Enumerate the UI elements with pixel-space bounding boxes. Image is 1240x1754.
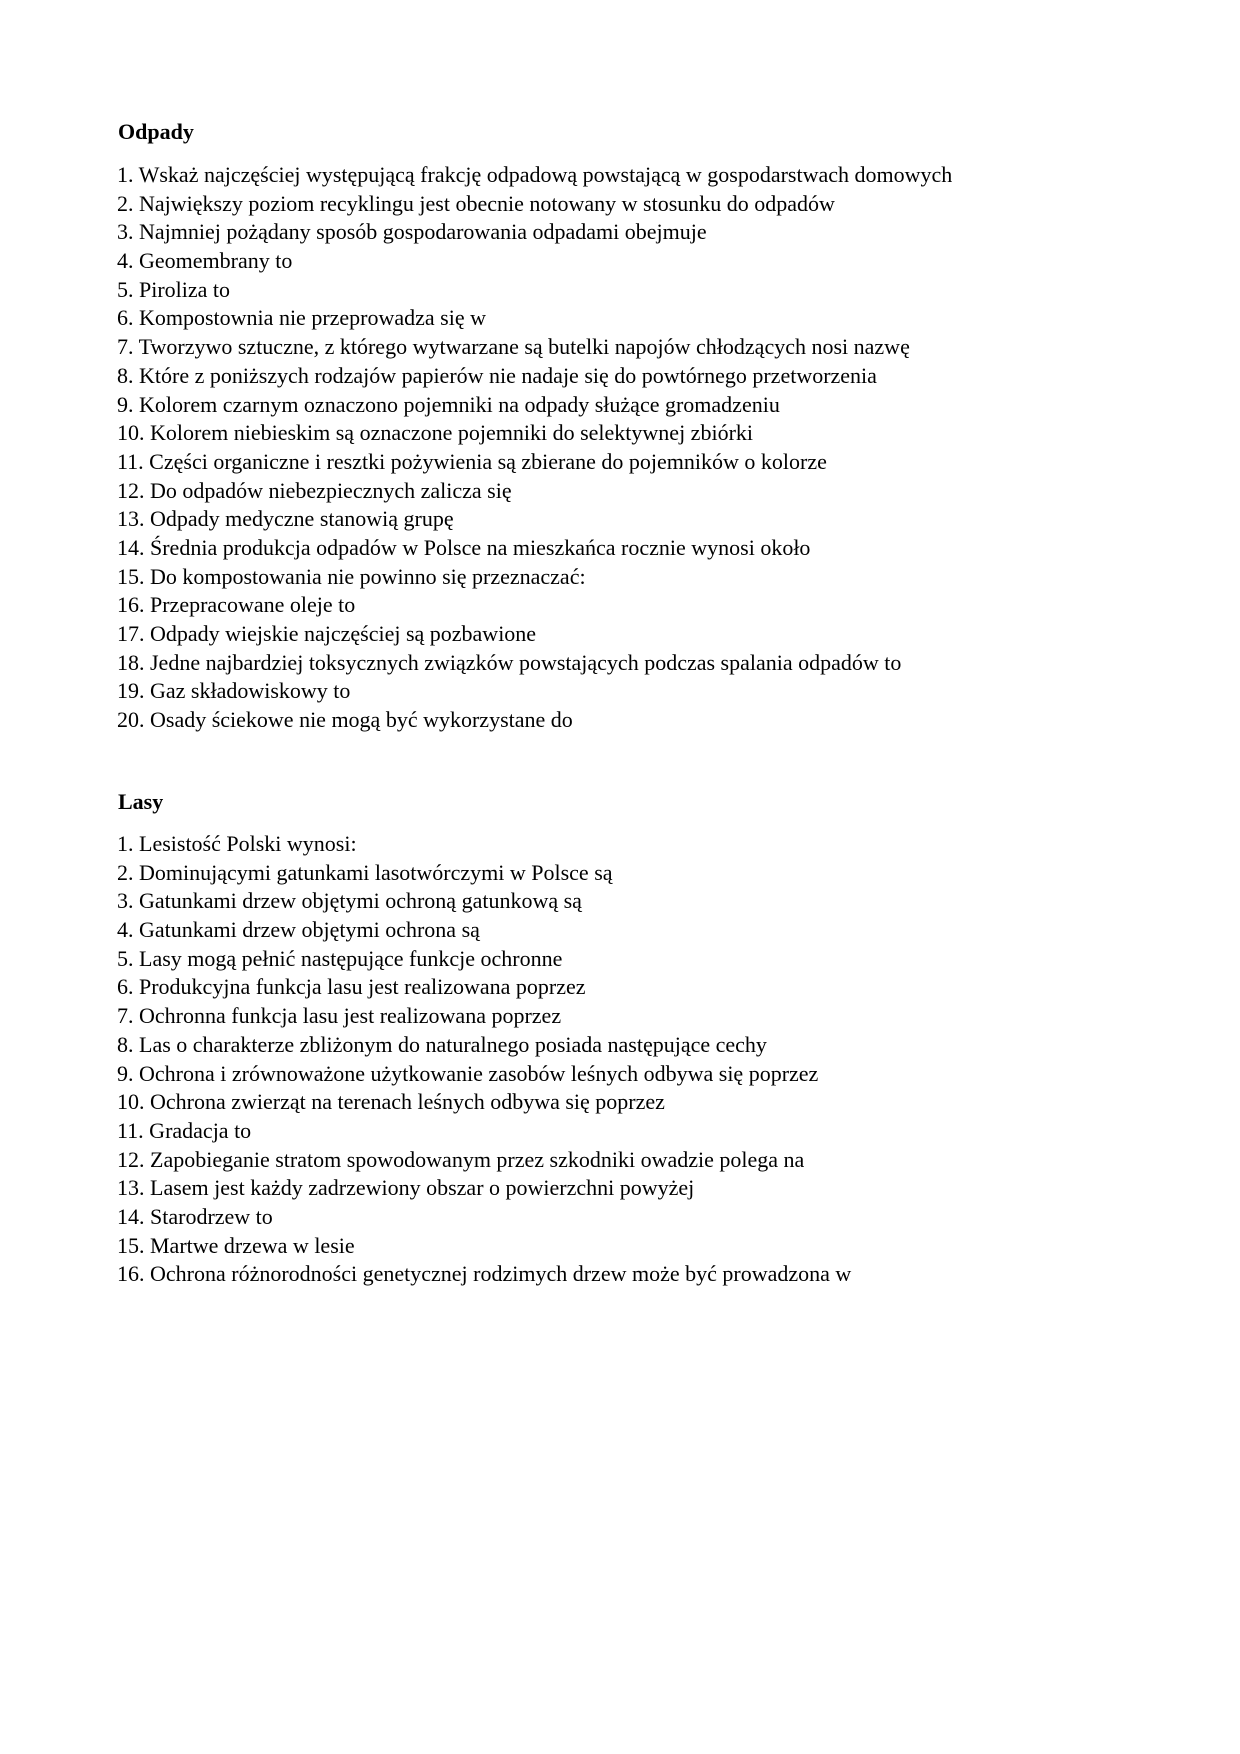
question-item: 5. Piroliza to (117, 276, 231, 302)
question-item: 18. Jedne najbardziej toksycznych związków powstających podczas spalania odpadów to (117, 649, 902, 675)
question-item: 19. Gaz składowiskowy to (117, 678, 351, 704)
question-item: 15. Do kompostowania nie powinno się przeznaczać: (117, 563, 586, 589)
question-item: 14. Starodrzew to (117, 1203, 273, 1229)
question-list-lasy (117, 830, 851, 1289)
question-item: 9. Ochrona i zrównoważone użytkowanie zasobów leśnych odbywa się poprzez (117, 1060, 819, 1086)
question-item: 17. Odpady wiejskie najczęściej są pozbawione (117, 621, 537, 646)
question-item: 1. Lesistość Polski wynosi: (117, 831, 357, 856)
question-item: 11. Gradacja to (117, 1117, 252, 1143)
question-item: 16. Przepracowane oleje to (117, 592, 356, 618)
question-item: 15. Martwe drzewa w lesie (117, 1232, 355, 1258)
question-item: 3. Gatunkami drzew objętymi ochroną gatunkową są (117, 888, 582, 914)
question-item: 9. Kolorem czarnym oznaczono pojemniki na odpady służące gromadzeniu (117, 391, 780, 417)
question-item: 7. Tworzywo sztuczne, z którego wytwarzane są butelki napojów chłodzących nosi nazwę (117, 334, 910, 360)
question-item: 11. Części organiczne i resztki pożywienia są zbierane do pojemników o kolorze (117, 448, 827, 474)
question-item: 13. Odpady medyczne stanowią grupę (117, 506, 454, 532)
question-item: 6. Produkcyjna funkcja lasu jest realizowana poprzez (117, 974, 586, 1000)
question-item: 13. Lasem jest każdy zadrzewiony obszar o powierzchni powyżej (117, 1175, 695, 1201)
question-item: 1. Wskaż najczęściej występującą frakcję odpadową powstającą w gospodarstwach domowych (117, 162, 953, 187)
section-title-lasy: Lasy (118, 789, 164, 814)
section-title-odpady: Odpady (118, 119, 194, 144)
question-item: 6. Kompostownia nie przeprowadza się w (117, 305, 487, 331)
question-item: 5. Lasy mogą pełnić następujące funkcje ochronne (117, 945, 563, 971)
question-item: 10. Kolorem niebieskim są oznaczone pojemniki do selektywnej zbiórki (117, 420, 754, 446)
question-item: 4. Gatunkami drzew objętymi ochrona są (117, 917, 480, 943)
question-item: 4. Geomembrany to (117, 248, 293, 274)
question-item: 8. Które z poniższych rodzajów papierów nie nadaje się do powtórnego przetworzenia (117, 362, 877, 388)
question-item: 10. Ochrona zwierząt na terenach leśnych odbywa się poprzez (117, 1089, 665, 1115)
question-item: 20. Osady ściekowe nie mogą być wykorzystane do (117, 707, 573, 733)
question-list-odpady (117, 161, 952, 735)
question-item: 7. Ochronna funkcja lasu jest realizowana poprzez (117, 1003, 562, 1029)
question-item: 12. Do odpadów niebezpiecznych zalicza się (117, 477, 512, 503)
question-item: 2. Dominującymi gatunkami lasotwórczymi w Polsce są (117, 859, 613, 885)
question-item: 12. Zapobieganie stratom spowodowanym przez szkodniki owadzie polega na (117, 1146, 805, 1172)
question-item: 3. Najmniej pożądany sposób gospodarowania odpadami obejmuje (117, 219, 707, 245)
question-item: 14. Średnia produkcja odpadów w Polsce na mieszkańca rocznie wynosi około (117, 534, 811, 560)
question-item: 8. Las o charakterze zbliżonym do naturalnego posiada następujące cechy (117, 1031, 767, 1057)
question-item: 2. Największy poziom recyklingu jest obecnie notowany w stosunku do odpadów (117, 190, 835, 216)
question-item: 16. Ochrona różnorodności genetycznej rodzimych drzew może być prowadzona w (117, 1261, 852, 1287)
